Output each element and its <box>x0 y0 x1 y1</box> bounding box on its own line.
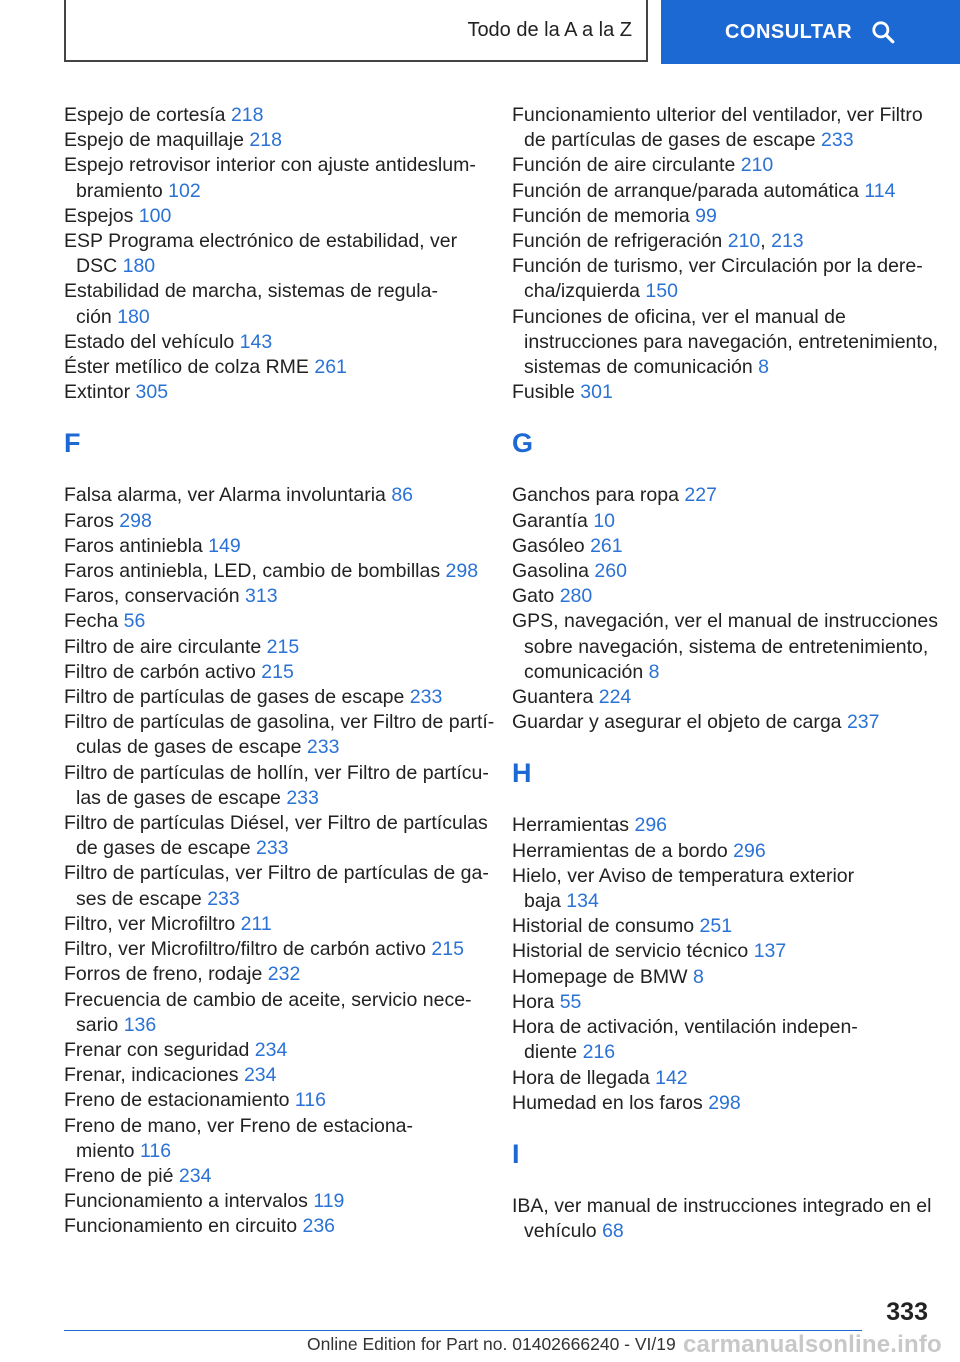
page-link[interactable]: 236 <box>302 1215 336 1238</box>
index-column-left <box>64 103 495 1240</box>
index-entry-frenar-con-seguridad: Frenar con seguridad 234 <box>64 1038 288 1061</box>
index-entry-herramientas-de-a-bordo: Herramientas de a bordo 296 <box>512 839 766 862</box>
page-link[interactable]: 136 <box>123 1013 157 1036</box>
index-entry-humedad-en-los-faros: Humedad en los faros 298 <box>512 1091 741 1114</box>
page-link[interactable]: 100 <box>138 204 172 227</box>
index-entry-forros-de-freno-rodaje: Forros de freno, rodaje 232 <box>64 963 301 986</box>
index-entry-historial-de-consumo: Historial de consumo 251 <box>512 915 733 938</box>
index-entry-funcion-de-arranque-parada-automatica: Función de arranque/parada automática 114 <box>512 179 896 202</box>
page-link[interactable]: 218 <box>230 104 264 126</box>
index-entry-gps-navegacion-ver-el-manual-de-instrucc: GPS, navegación, ver el manual de instrucciones sobre navegación, sistema de entretenimiento, comunicación 8 <box>512 610 938 683</box>
page-link[interactable]: 215 <box>261 660 294 683</box>
index-entry-ester-metilico-de-colza-rme: Éster metílico de colza RME 261 <box>64 356 347 379</box>
page-link[interactable]: 142 <box>655 1066 688 1089</box>
page-link[interactable]: 234 <box>243 1064 277 1087</box>
page-link[interactable]: 216 <box>582 1041 616 1064</box>
index-entry-funcionamiento-en-circuito: Funcionamiento en circuito 236 <box>64 1215 336 1238</box>
index-entry-funcionamiento-ulterior-del-ventilador-v: Funcionamiento ulterior del ventilador, ver Filtro de partículas de gases de escape 233 <box>512 104 923 152</box>
tab-a-to-z[interactable] <box>64 0 648 62</box>
index-entry-faros-conservacion: Faros, conservación 313 <box>64 585 278 608</box>
index-entry-historial-de-servicio-tecnico: Historial de servicio técnico 137 <box>512 940 787 963</box>
index-entry-hora: Hora 55 <box>512 990 582 1013</box>
index-entry-garantia: Garantía 10 <box>512 509 616 532</box>
footer-edition-text: Online Edition for Part no. 01402666240 - VI/19 <box>307 1334 676 1354</box>
page-link[interactable]: 305 <box>135 381 169 404</box>
index-entry-filtro-de-carbon-activo: Filtro de carbón activo 215 <box>64 660 294 683</box>
consult-button[interactable] <box>661 0 960 64</box>
page-link[interactable]: 233 <box>286 786 319 809</box>
consult-label: CONSULTAR <box>724 20 853 43</box>
index-entry-funcion-de-memoria: Función de memoria 99 <box>512 204 717 227</box>
watermark: carmanualsonline.info <box>683 1331 942 1358</box>
page-link[interactable]: 298 <box>708 1091 741 1114</box>
index-entry-funcionamiento-a-intervalos: Funcionamiento a intervalos 119 <box>64 1190 345 1213</box>
page-link[interactable]: 116 <box>294 1089 326 1112</box>
page-link[interactable]: 210 <box>740 154 774 177</box>
index-entry-frenar-indicaciones: Frenar, indicaciones 234 <box>64 1064 277 1087</box>
page-link[interactable]: 280 <box>559 585 593 608</box>
index-entry-faros-antiniebla-led-cambio-de-bombillas: Faros antiniebla, LED, cambio de bombillas 298 <box>64 560 479 583</box>
index-entry-filtro-ver-microfiltro-filtro-de-carbon-: Filtro, ver Microfiltro/filtro de carbón activo 215 <box>64 938 464 961</box>
index-entry-funcion-de-aire-circulante: Función de aire circulante 210 <box>512 154 774 177</box>
index-entry-iba-ver-manual-de-instrucciones-integrad: IBA, ver manual de instrucciones integrado en el vehículo 68 <box>512 1194 932 1243</box>
top-navigation <box>0 0 960 66</box>
page-link[interactable]: 180 <box>117 305 150 328</box>
page-link[interactable]: 237 <box>846 711 880 734</box>
index-entry-falsa-alarma-ver-alarma-involuntaria: Falsa alarma, ver Alarma involuntaria 86 <box>64 484 414 507</box>
index-entry-filtro-ver-microfiltro: Filtro, ver Microfiltro 211 <box>64 912 272 935</box>
page-link[interactable]: 233 <box>255 837 289 860</box>
page-link[interactable]: 215 <box>266 635 300 658</box>
index-entry-funciones-de-oficina-ver-el-manual-de: Funciones de oficina, ver el manual de instrucciones para navegación, entretenimiento, sistemas de comunicación 8 <box>512 305 939 379</box>
page-link[interactable]: 86 <box>391 484 414 507</box>
page-link[interactable]: 150 <box>645 280 678 303</box>
index-entry-faros-antiniebla: Faros antiniebla 149 <box>64 534 241 557</box>
page-link[interactable]: 218 <box>249 129 282 152</box>
page-link[interactable]: 298 <box>445 560 479 583</box>
page-link[interactable]: 8 <box>693 965 704 988</box>
index-entry-gasoleo: Gasóleo 261 <box>512 534 623 557</box>
page-link[interactable]: 233 <box>409 686 443 709</box>
index-entry-extintor: Extintor 305 <box>64 381 169 404</box>
index-entry-filtro-de-particulas-diesel-ver-filtro-d: Filtro de partículas Diésel, ver Filtro de partículas de gases de escape 233 <box>64 812 488 860</box>
index-entry-hora-de-activacion-ventilacion-indepen: Hora de activación, ventilación indepen- diente 216 <box>512 1016 858 1064</box>
page-link[interactable]: 313 <box>245 585 278 608</box>
index-entry-gasolina: Gasolina 260 <box>512 560 627 583</box>
index-entry-estado-del-vehiculo: Estado del vehículo 143 <box>64 330 273 353</box>
page-link[interactable]: 210 <box>727 230 761 253</box>
index-entry-ganchos-para-ropa: Ganchos para ropa 227 <box>512 484 717 507</box>
page-link[interactable]: 234 <box>254 1038 288 1061</box>
index-entry-filtro-de-particulas-de-hollin-ver-filtr: Filtro de partículas de hollín, ver Filtro de partícu- las de gases de escape 233 <box>64 761 489 809</box>
tab-a-to-z-label: Todo de la A a la Z <box>467 18 632 41</box>
index-entry-guardar-y-asegurar-el-objeto-de-carga: Guardar y asegurar el objeto de carga 237 <box>512 711 880 734</box>
index-entry-filtro-de-particulas-ver-filtro-de-parti: Filtro de partículas, ver Filtro de partículas de ga- ses de escape 233 <box>64 862 489 910</box>
index-entry-hora-de-llegada: Hora de llegada 142 <box>512 1066 688 1089</box>
page-link[interactable]: 251 <box>699 915 733 938</box>
page-link[interactable]: 68 <box>602 1220 624 1243</box>
page-link[interactable]: 298 <box>119 509 152 532</box>
page-link[interactable]: 232 <box>267 963 301 986</box>
page-link[interactable]: 261 <box>590 534 623 557</box>
page-link[interactable]: 116 <box>139 1139 172 1162</box>
page-link[interactable]: 234 <box>178 1164 212 1187</box>
index-entry-homepage-de-bmw: Homepage de BMW 8 <box>512 965 704 988</box>
section-letter-f: F <box>64 428 81 459</box>
page-link[interactable]: 224 <box>598 686 632 709</box>
page-link[interactable]: 233 <box>306 736 340 759</box>
page-link[interactable]: 114 <box>864 179 896 202</box>
index-entry-frecuencia-de-cambio-de-aceite-servicio-: Frecuencia de cambio de aceite, servicio nece- sario 136 <box>64 988 472 1036</box>
page-link[interactable]: 233 <box>821 129 854 152</box>
index-entry-filtro-de-particulas-de-gases-de-escape: Filtro de partículas de gases de escape 233 <box>64 686 443 709</box>
page-link[interactable]: 227 <box>684 484 717 507</box>
page-link[interactable]: 211 <box>240 912 272 935</box>
index-entry-freno-de-pie: Freno de pié 234 <box>64 1164 212 1187</box>
page-link[interactable]: 180 <box>122 255 156 278</box>
index-entry-espejo-retrovisor-interior-con-ajuste-an: Espejo retrovisor interior con ajuste antideslum- bramiento 102 <box>64 154 476 202</box>
page-link[interactable]: 215 <box>431 938 464 961</box>
page-link[interactable]: 213 <box>771 230 804 253</box>
index-entry-fecha: Fecha 56 <box>64 610 146 633</box>
page-link[interactable]: 143 <box>239 330 273 353</box>
page-link[interactable]: 296 <box>733 839 766 862</box>
page-link[interactable]: 137 <box>753 940 787 963</box>
page-link[interactable]: 102 <box>168 179 201 202</box>
page-link[interactable]: 119 <box>313 1190 345 1213</box>
index-entry-faros: Faros 298 <box>64 509 152 532</box>
page-link[interactable]: 301 <box>580 381 613 404</box>
page-link[interactable]: 261 <box>314 356 347 379</box>
page-link[interactable]: 134 <box>566 890 599 913</box>
index-entry-espejo-de-maquillaje: Espejo de maquillaje 218 <box>64 129 282 152</box>
index-entry-freno-de-mano-ver-freno-de-estaciona: Freno de mano, ver Freno de estaciona- miento 116 <box>64 1114 414 1162</box>
index-entry-filtro-de-particulas-de-gasolina-ver-fil: Filtro de partículas de gasolina, ver Filtro de partí- culas de gases de escape 233 <box>64 711 495 759</box>
page-number: 333 <box>886 1298 928 1326</box>
page-link[interactable]: 233 <box>207 887 240 910</box>
section-letter-g: G <box>512 428 534 459</box>
page-link[interactable]: 10 <box>593 509 616 532</box>
search-icon <box>870 19 896 45</box>
page-link[interactable]: 56 <box>123 610 146 633</box>
index-entry-esp-programa-electronico-de-estabilidad-: ESP Programa electrónico de estabilidad, ver DSC 180 <box>64 230 458 278</box>
index-entry-guantera: Guantera 224 <box>512 686 632 709</box>
page-link[interactable]: 296 <box>634 814 668 837</box>
index-entry-estabilidad-de-marcha-sistemas-de-regula: Estabilidad de marcha, sistemas de regula- ción 180 <box>64 280 438 328</box>
index-entry-herramientas: Herramientas 296 <box>512 814 668 837</box>
index-entry-gato: Gato 280 <box>512 585 593 608</box>
page-link[interactable]: 8 <box>758 356 769 379</box>
index-entry-fusible: Fusible 301 <box>512 381 613 404</box>
index-entry-espejo-de-cortesia: Espejo de cortesía 218 <box>64 104 264 126</box>
page-link[interactable]: 149 <box>208 534 241 557</box>
index-entry-funcion-de-turismo-ver-circulacion-por-l: Función de turismo, ver Circulación por la dere- cha/izquierda 150 <box>512 255 923 303</box>
section-letter-h: H <box>512 758 532 789</box>
index-entry-funcion-de-refrigeracion: Función de refrigeración 210, 213 <box>512 230 804 253</box>
index-entry-espejos: Espejos 100 <box>64 204 172 227</box>
index-entry-freno-de-estacionamiento: Freno de estacionamiento 116 <box>64 1089 326 1112</box>
index-entry-filtro-de-aire-circulante: Filtro de aire circulante 215 <box>64 635 300 658</box>
index-entry-hielo-ver-aviso-de-temperatura-exterior: Hielo, ver Aviso de temperatura exterior baja 134 <box>512 864 855 913</box>
page-link[interactable]: 8 <box>648 660 660 683</box>
page-link[interactable]: 260 <box>594 560 627 583</box>
section-letter-i: I <box>512 1138 520 1169</box>
index-column-right <box>512 103 939 1244</box>
page-link[interactable]: 99 <box>695 204 717 227</box>
page-link[interactable]: 55 <box>559 990 582 1013</box>
